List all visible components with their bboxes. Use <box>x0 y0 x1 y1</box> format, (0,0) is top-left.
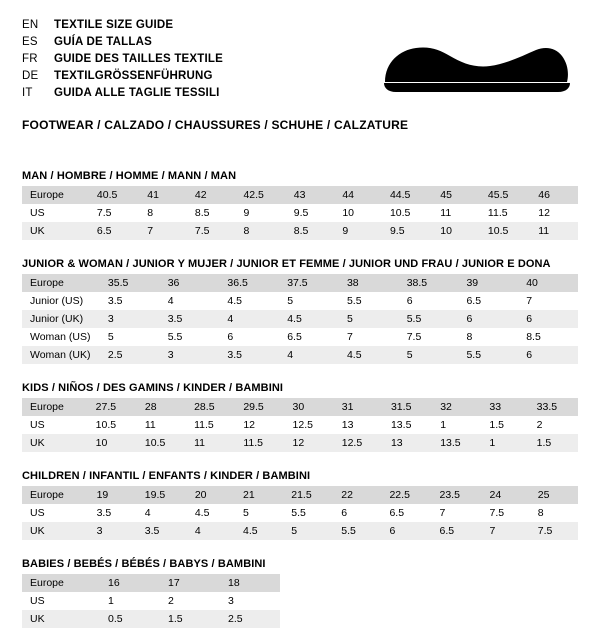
row-label: Woman (US) <box>30 331 91 343</box>
cell: 5 <box>287 295 294 307</box>
cell: 1 <box>108 595 114 607</box>
cell: 1 <box>440 419 447 431</box>
size-table-junior-woman <box>22 274 578 364</box>
cell: 30 <box>285 398 334 416</box>
cell: 40.5 <box>89 186 139 204</box>
cell: 42 <box>187 186 236 204</box>
row-label: Junior (UK) <box>22 310 100 328</box>
table-row <box>22 592 280 610</box>
cell: 28.5 <box>186 398 235 416</box>
cell: 6 <box>227 331 234 343</box>
row-label: Europe <box>22 486 89 504</box>
cell: 9 <box>243 207 250 219</box>
cell: 36.5 <box>219 274 279 292</box>
cell: 3 <box>100 310 160 328</box>
size-table-children <box>22 486 578 540</box>
cell: 6.5 <box>466 295 482 307</box>
cell: 3 <box>89 522 137 540</box>
cell: 4.5 <box>235 522 283 540</box>
row-label: US <box>30 419 45 431</box>
row-label: Junior (US) <box>30 295 84 307</box>
cell: 12.5 <box>334 434 383 452</box>
cell: 35.5 <box>100 274 160 292</box>
cell: 5 <box>399 346 459 364</box>
cell: 27.5 <box>88 398 137 416</box>
cell: 4.5 <box>194 507 210 519</box>
cell: 31 <box>334 398 383 416</box>
cell: 41 <box>139 186 187 204</box>
cell: 8 <box>147 207 154 219</box>
cell: 1.5 <box>489 419 505 431</box>
cell: 9 <box>334 222 382 240</box>
row-label: Woman (UK) <box>22 346 100 364</box>
cell: 10 <box>88 434 137 452</box>
cell: 6 <box>518 310 578 328</box>
table-row <box>22 610 280 628</box>
table-row <box>22 204 578 222</box>
size-table-man <box>22 186 578 240</box>
row-label: UK <box>22 434 88 452</box>
cell: 4 <box>279 346 339 364</box>
language-code: IT <box>22 87 33 99</box>
cell: 32 <box>432 398 481 416</box>
language-row <box>22 18 223 33</box>
cell: 11 <box>144 419 156 431</box>
language-row <box>22 35 223 50</box>
table-row <box>22 222 578 240</box>
language-row <box>22 86 223 101</box>
cell: 2.5 <box>100 346 160 364</box>
cell: 10.5 <box>480 222 530 240</box>
row-label: UK <box>22 522 89 540</box>
cell: 13.5 <box>390 419 412 431</box>
cell: 4.5 <box>227 295 243 307</box>
cell: 8 <box>466 331 473 343</box>
cell: 7.5 <box>96 207 112 219</box>
cell: 6.5 <box>432 522 482 540</box>
language-code: DE <box>22 70 39 82</box>
cell: 36 <box>160 274 220 292</box>
cell: 13.5 <box>432 434 481 452</box>
cell: 5.5 <box>346 295 362 307</box>
cell: 4 <box>167 295 174 307</box>
cell: 4.5 <box>339 346 399 364</box>
cell: 5 <box>283 522 333 540</box>
cell: 12 <box>538 207 550 219</box>
cell: 39 <box>458 274 518 292</box>
cell: 6 <box>518 346 578 364</box>
cell: 21 <box>235 486 283 504</box>
cell: 33.5 <box>529 398 578 416</box>
section-children <box>22 470 578 540</box>
cell: 6 <box>458 310 518 328</box>
cell: 4 <box>219 310 279 328</box>
row-label: Europe <box>22 398 88 416</box>
table-row <box>22 310 578 328</box>
row-label: UK <box>22 222 89 240</box>
footwear-heading: FOOTWEAR / CALZADO / CHAUSSURES / SCHUHE / CALZATURE <box>22 118 409 132</box>
cell: 7 <box>526 295 533 307</box>
table-row <box>22 328 578 346</box>
cell: 22 <box>333 486 381 504</box>
cell: 4.5 <box>279 310 339 328</box>
table-row <box>22 504 578 522</box>
size-table-kids <box>22 398 578 452</box>
cell: 11 <box>530 222 578 240</box>
cell: 11.5 <box>235 434 284 452</box>
cell: 44 <box>334 186 382 204</box>
cell: 2 <box>168 595 174 607</box>
cell: 20 <box>187 486 235 504</box>
cell: 5.5 <box>399 310 459 328</box>
cell: 3.5 <box>219 346 279 364</box>
cell: 7 <box>482 522 530 540</box>
cell: 5.5 <box>167 331 183 343</box>
cell: 11.5 <box>194 419 214 431</box>
cell: 21.5 <box>283 486 333 504</box>
cell: 7 <box>439 507 446 519</box>
cell: 22.5 <box>381 486 431 504</box>
cell: 8.5 <box>194 207 210 219</box>
language-title: TEXTILE SIZE GUIDE <box>54 19 174 31</box>
cell: 37.5 <box>279 274 339 292</box>
cell: 10 <box>432 222 480 240</box>
table-row <box>22 416 578 434</box>
row-label: UK <box>22 610 100 628</box>
cell: 8 <box>235 222 285 240</box>
cell: 11.5 <box>487 207 508 219</box>
table-row <box>22 292 578 310</box>
cell: 29.5 <box>235 398 284 416</box>
cell: 0.5 <box>100 610 160 628</box>
cell: 40 <box>518 274 578 292</box>
section-junior-woman <box>22 258 578 364</box>
section-man <box>22 170 578 240</box>
size-table-babies <box>22 574 280 628</box>
cell: 5 <box>339 310 399 328</box>
cell: 1.5 <box>160 610 220 628</box>
cell: 31.5 <box>383 398 432 416</box>
cell: 38 <box>339 274 399 292</box>
language-row <box>22 52 223 67</box>
cell: 7.5 <box>406 331 422 343</box>
language-title: GUÍA DE TALLAS <box>54 36 152 48</box>
row-label: Europe <box>22 574 100 592</box>
section-title: BABIES / BEBÉS / BÉBÉS / BABYS / BAMBINI <box>22 558 266 570</box>
cell: 5.5 <box>333 522 381 540</box>
language-title: GUIDA ALLE TAGLIE TESSILI <box>54 87 220 99</box>
cell: 23.5 <box>432 486 482 504</box>
cell: 43 <box>286 186 335 204</box>
cell: 19.5 <box>137 486 187 504</box>
cell: 6 <box>381 522 431 540</box>
cell: 16 <box>100 574 160 592</box>
cell: 11 <box>440 207 452 219</box>
section-title: CHILDREN / INFANTIL / ENFANTS / KINDER / BAMBINI <box>22 470 311 482</box>
section-babies <box>22 558 578 628</box>
cell: 45.5 <box>480 186 530 204</box>
table-row <box>22 398 578 416</box>
cell: 8.5 <box>286 222 335 240</box>
cell: 4 <box>144 507 151 519</box>
table-row <box>22 574 280 592</box>
cell: 5.5 <box>458 346 518 364</box>
cell: 42.5 <box>235 186 285 204</box>
cell: 19 <box>89 486 137 504</box>
section-title: MAN / HOMBRE / HOMME / MANN / MAN <box>22 170 237 182</box>
cell: 25 <box>530 486 578 504</box>
section-title: JUNIOR & WOMAN / JUNIOR Y MUJER / JUNIOR ET FEMME / JUNIOR UND FRAU / JUNIOR E DONA <box>22 258 551 270</box>
table-row <box>22 522 578 540</box>
cell: 18 <box>220 574 280 592</box>
cell: 8.5 <box>526 331 541 343</box>
cell: 46 <box>530 186 578 204</box>
cell: 5 <box>107 331 114 343</box>
cell: 1 <box>481 434 528 452</box>
cell: 3.5 <box>137 522 187 540</box>
cell: 6.5 <box>89 222 139 240</box>
cell: 6.5 <box>287 331 302 343</box>
language-title: TEXTILGRÖSSENFÜHRUNG <box>54 70 213 82</box>
language-title: GUIDE DES TAILLES TEXTILE <box>54 53 223 65</box>
table-row <box>22 434 578 452</box>
cell: 11 <box>186 434 235 452</box>
language-row <box>22 69 223 84</box>
cell: 13 <box>383 434 432 452</box>
cell: 6 <box>341 507 348 519</box>
cell: 3.5 <box>160 310 220 328</box>
row-label: US <box>30 207 45 219</box>
row-label: Europe <box>22 186 89 204</box>
cell: 7 <box>139 222 187 240</box>
language-code: ES <box>22 36 38 48</box>
cell: 6.5 <box>389 507 405 519</box>
cell: 45 <box>432 186 480 204</box>
cell: 10.5 <box>389 207 411 219</box>
language-code: FR <box>22 53 38 65</box>
cell: 2 <box>536 419 543 431</box>
cell: 6 <box>406 295 413 307</box>
cell: 12 <box>285 434 334 452</box>
cell: 7 <box>346 331 353 343</box>
row-label: US <box>30 507 45 519</box>
section-kids <box>22 382 578 452</box>
cell: 10 <box>342 207 354 219</box>
cell: 9.5 <box>382 222 432 240</box>
dress-shoe-icon <box>382 26 572 106</box>
cell: 9.5 <box>293 207 309 219</box>
cell: 33 <box>481 398 528 416</box>
cell: 24 <box>482 486 530 504</box>
cell: 7.5 <box>530 522 578 540</box>
row-label: US <box>30 595 45 607</box>
cell: 3 <box>160 346 220 364</box>
cell: 38.5 <box>399 274 459 292</box>
cell: 12 <box>243 419 255 431</box>
table-row <box>22 346 578 364</box>
language-code: EN <box>22 19 39 31</box>
cell: 7.5 <box>489 507 505 519</box>
table-row <box>22 186 578 204</box>
cell: 44.5 <box>382 186 432 204</box>
table-row <box>22 274 578 292</box>
language-title-list <box>22 18 223 101</box>
cell: 10.5 <box>137 434 186 452</box>
cell: 3 <box>228 595 234 607</box>
cell: 8 <box>537 507 544 519</box>
table-row <box>22 486 578 504</box>
cell: 3.5 <box>107 295 123 307</box>
cell: 28 <box>137 398 186 416</box>
cell: 10.5 <box>95 419 117 431</box>
cell: 2.5 <box>220 610 280 628</box>
cell: 7.5 <box>187 222 236 240</box>
row-label: Europe <box>22 274 100 292</box>
cell: 5.5 <box>291 507 306 519</box>
cell: 1.5 <box>529 434 578 452</box>
page-header <box>22 18 578 106</box>
cell: 5 <box>243 507 249 519</box>
cell: 3.5 <box>96 507 112 519</box>
cell: 4 <box>187 522 235 540</box>
section-title: KIDS / NIÑOS / DES GAMINS / KINDER / BAMBINI <box>22 382 284 394</box>
cell: 12.5 <box>292 419 313 431</box>
cell: 13 <box>341 419 354 431</box>
cell: 17 <box>160 574 220 592</box>
